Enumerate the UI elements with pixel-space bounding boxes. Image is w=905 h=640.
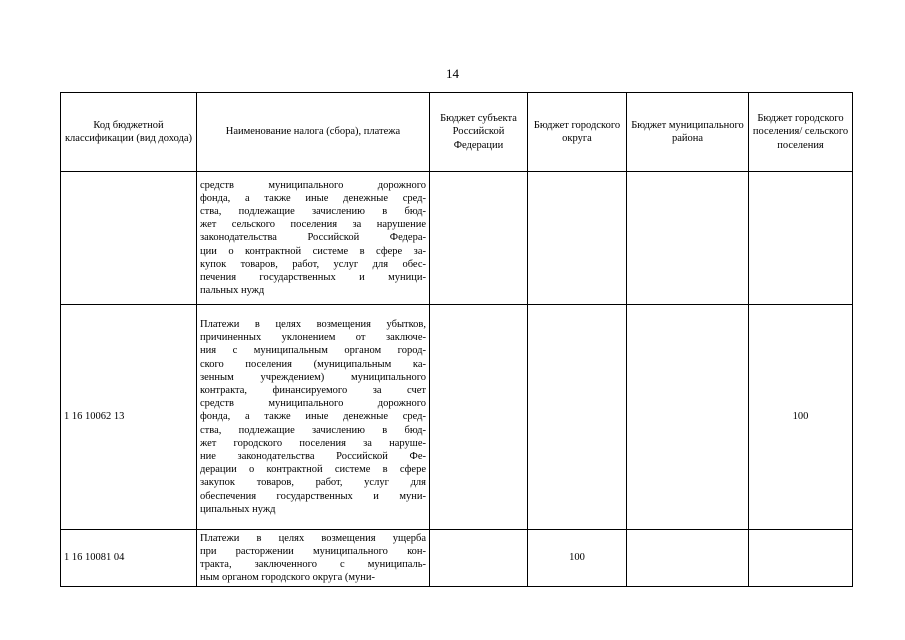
table-row: [61, 305, 853, 530]
name-text-line: ным органом городского округа (муни-: [200, 572, 376, 584]
header-code: Код бюджетной классификации (вид дохода): [61, 93, 197, 172]
name-text-line: ства, подлежащие зачислению в бюд-: [200, 424, 426, 436]
row-city-district-value: [528, 172, 627, 305]
row-municipal-district-value: [627, 172, 749, 305]
budget-classification-table: [60, 92, 853, 587]
table-header-row: [61, 93, 853, 172]
name-text-line: при расторжении муниципального кон-: [200, 545, 426, 557]
name-text-line: средств муниципального дорожного: [200, 398, 426, 410]
header-name: Наименование налога (сбора), платежа: [197, 93, 430, 172]
name-text-line: жет городского поселения за наруше-: [200, 437, 426, 449]
name-text-line: купок товаров, работ, услуг для обес-: [200, 258, 426, 270]
name-text-line: пальных нужд: [200, 285, 265, 297]
name-text-line: печения государственных и муници-: [200, 272, 426, 283]
row-city-district-value: [528, 305, 627, 530]
table-row: [61, 530, 853, 587]
name-text-line: фонда, а также иные денежные сред-: [200, 192, 426, 204]
row-municipal-district-value: [627, 530, 749, 587]
row-settlement-value: 100: [749, 305, 853, 530]
row-settlement-value: [749, 530, 853, 587]
name-text-line: ния с муниципальным органом город-: [200, 345, 426, 357]
name-text-line: Платежи в целях возмещения убытков,: [200, 318, 426, 330]
name-text-line: контракта, финансируемого за счет: [200, 384, 426, 396]
name-text-line: обеспечения государственных и муни-: [200, 490, 426, 502]
row-code: 1 16 10062 13: [61, 305, 197, 530]
table-row: [61, 172, 853, 305]
row-municipal-district-value: [627, 305, 749, 530]
name-text-line: ского поселения (муниципальным ка-: [200, 358, 426, 370]
name-text-line: причиненных уклонением от заключе-: [200, 332, 426, 344]
name-text-line: зенным учреждением) муниципального: [200, 371, 426, 383]
name-text-line: Платежи в целях возмещения ущерба: [200, 532, 426, 544]
header-city-district-budget: Бюджет городского округа: [528, 93, 627, 172]
name-text-line: ции о контрактной системе в сфере за-: [200, 245, 426, 257]
name-text-line: закупок товаров, работ, услуг для: [200, 477, 426, 489]
name-text-line: ципальных нужд: [200, 503, 276, 515]
row-settlement-value: [749, 172, 853, 305]
header-settlement-budget: Бюджет городского поселения/ сельского поселения: [749, 93, 853, 172]
name-text-line: жет сельского поселения за нарушение: [200, 219, 426, 231]
name-text-line: средств муниципального дорожного: [200, 179, 426, 191]
page-number: 14: [446, 66, 459, 81]
name-text-line: дерации о контрактной системе в сфере: [200, 464, 426, 476]
name-text-line: тракта, заключенного с муниципаль-: [200, 559, 426, 570]
row-code: [61, 172, 197, 305]
row-city-district-value: 100: [528, 530, 627, 587]
header-municipal-district-budget: Бюджет муниципального района: [627, 93, 749, 172]
header-subject-budget: Бюджет субъекта Российской Федерации: [430, 93, 528, 172]
row-subject-value: [430, 172, 528, 305]
row-name: [197, 305, 430, 530]
row-subject-value: [430, 305, 528, 530]
name-text-line: законодательства Российской Федера-: [200, 232, 426, 244]
row-name: [197, 530, 430, 587]
row-code: 1 16 10081 04: [61, 530, 197, 587]
name-text-line: фонда, а также иные денежные сред-: [200, 411, 426, 423]
row-name: [197, 172, 430, 305]
name-text-line: ние законодательства Российской Фе-: [200, 451, 426, 462]
row-subject-value: [430, 530, 528, 587]
name-text-line: ства, подлежащие зачислению в бюд-: [200, 205, 426, 217]
